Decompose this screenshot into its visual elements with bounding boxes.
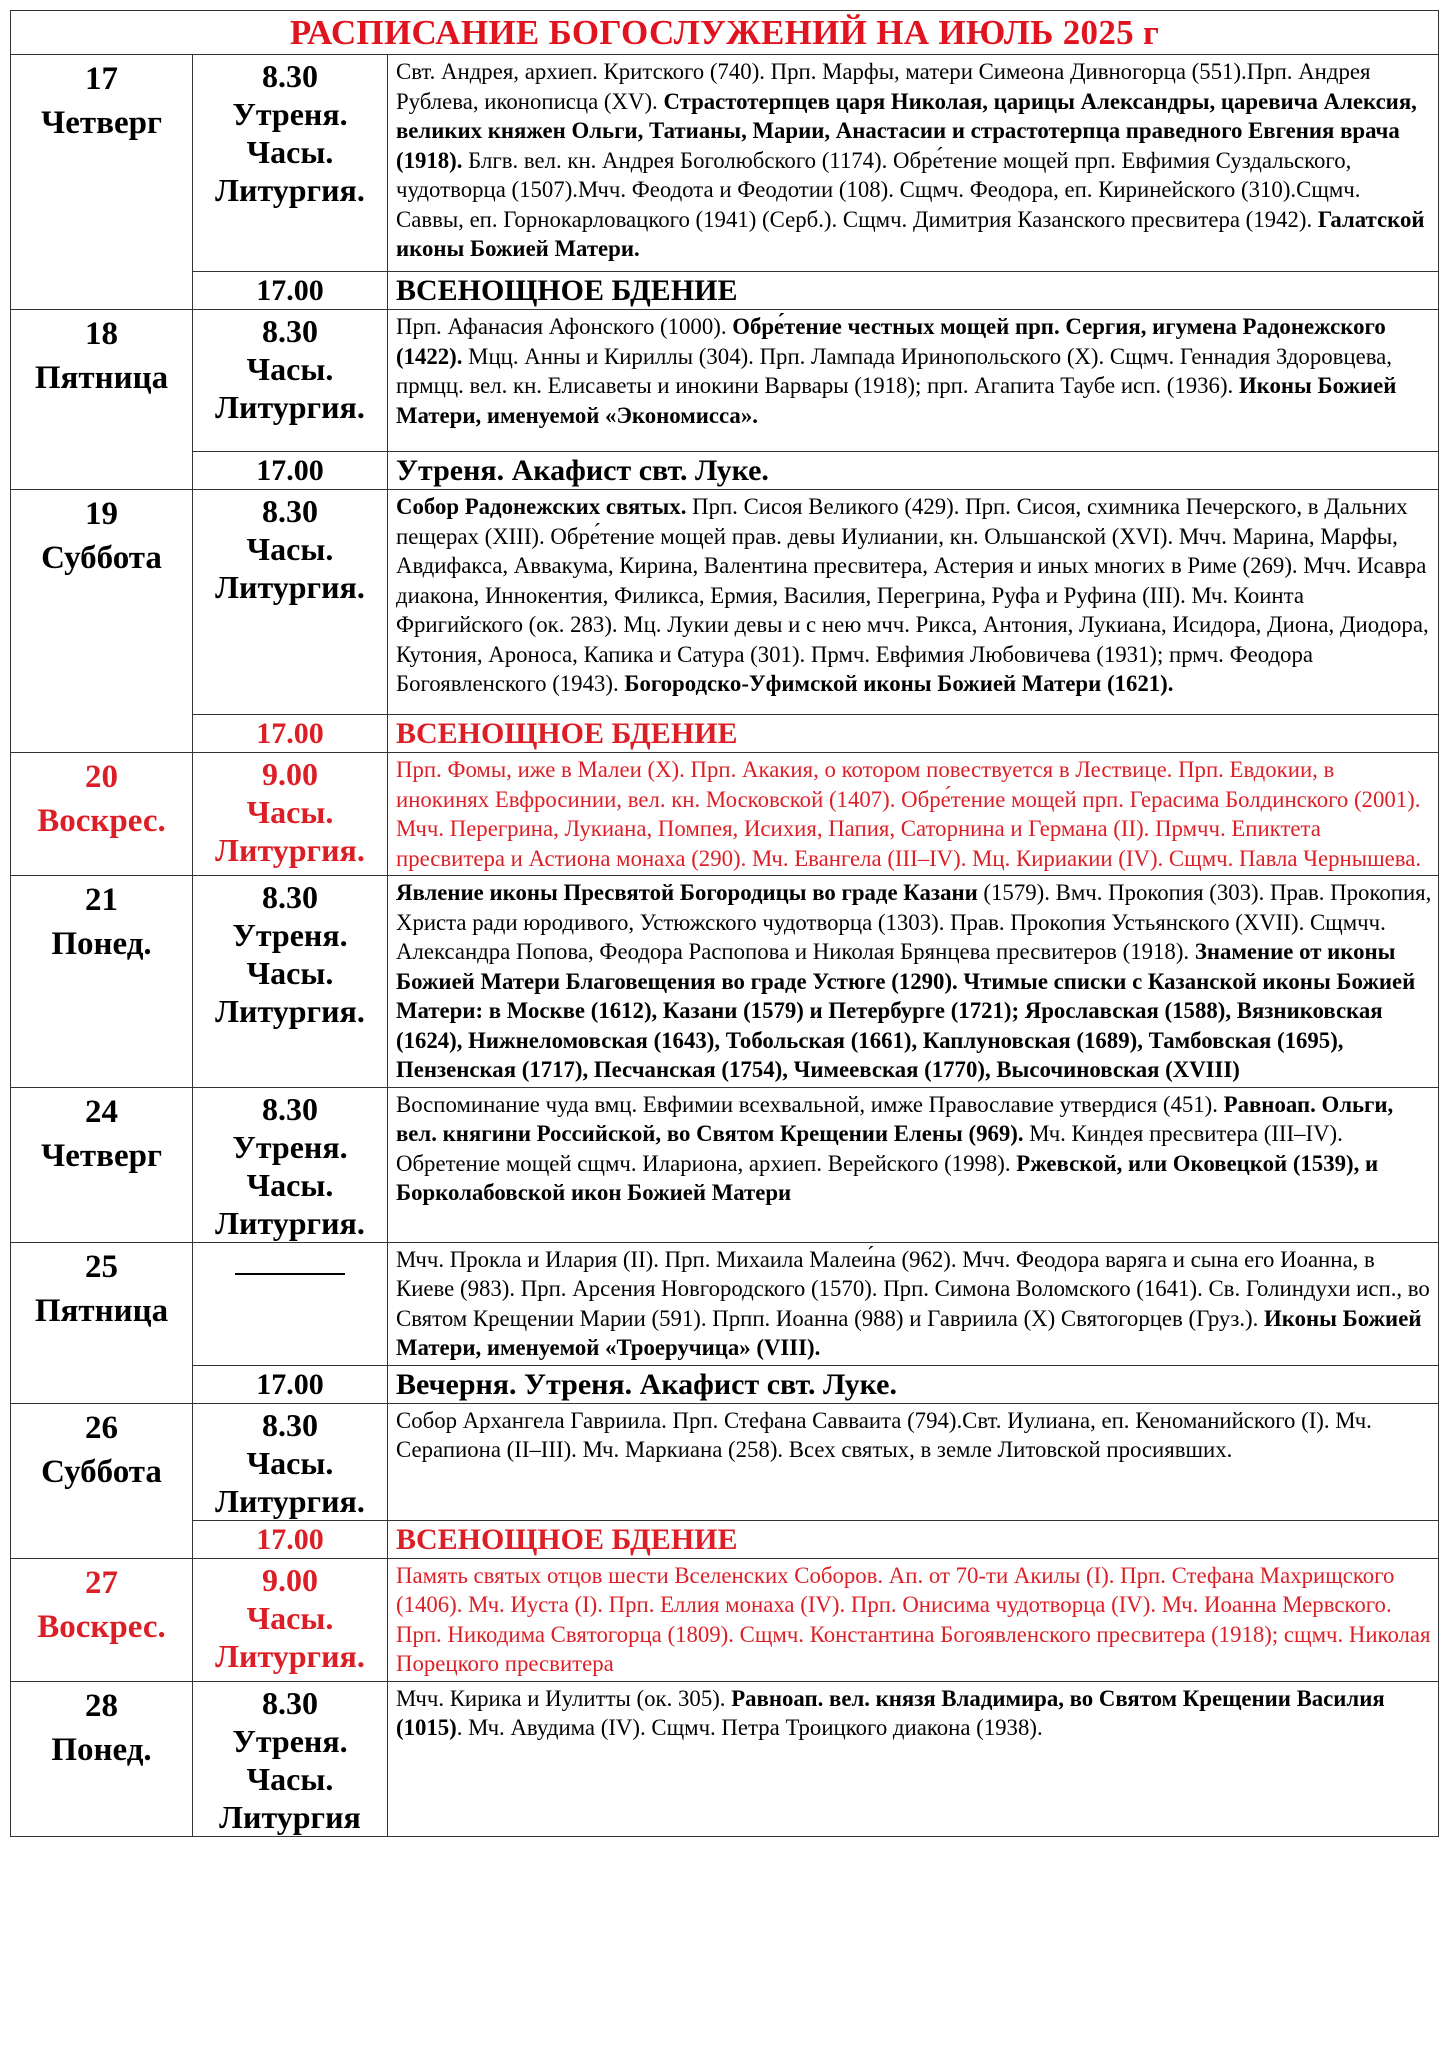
feast-highlight: Обре́тение честных мощей прп. Сергия, игумена Радонежского (1422).	[396, 314, 1386, 369]
day-row	[11, 1558, 1439, 1681]
service-name: Часы.	[246, 1444, 334, 1481]
saints-text: Прп. Афанасия Афонского (1000).	[396, 314, 733, 339]
evening-row	[11, 1520, 1439, 1558]
weekday: Воскрес.	[37, 803, 166, 839]
saints-text: Прп. Фомы, иже в Малеи (X). Прп. Акакия, о котором повествуется в Лествице. Прп. Евдокии, в инокинях Евфросинии, вел. кн. Московской (1407). Обре́тение мощей прп. Герасима Болдинского (2001). Мчч. Перегрина, Лукиана, Помпея, Исихия, Папия, Саторнина и Германа (II). Прмчч. Епиктета пресвитера и Астиона монаха (290). Мч. Евангела (III–IV). Мц. Кириакии (IV). Сщмч. Павла Чернышева.	[396, 757, 1422, 871]
saints-description	[388, 1242, 1439, 1365]
service-name: Утреня.	[232, 917, 348, 953]
day-row	[11, 753, 1439, 876]
service-times	[193, 1681, 388, 1836]
date-cell	[11, 55, 193, 310]
service-times	[193, 1087, 388, 1242]
saints-text: . Мч. Авудима (IV). Сщмч. Петра Троицкого диакона (1938).	[456, 1715, 1043, 1740]
feast-highlight: Ржевской, или Оковецкой (1539), и Борколабовской икон Божией Матери	[396, 1150, 1379, 1205]
service-name: Утреня.	[232, 1128, 348, 1165]
saints-description	[388, 490, 1439, 715]
saints-description	[388, 876, 1439, 1088]
saints-description	[388, 753, 1439, 876]
service-time: 8.30	[262, 1406, 318, 1443]
feast-highlight: Богородско-Уфимской иконы Божией Матери (1621).	[624, 671, 1174, 696]
service-time: 8.30	[262, 493, 318, 529]
service-name: Литургия.	[215, 1204, 365, 1241]
date-cell	[11, 1558, 193, 1681]
saints-text: Блгв. вел. кн. Андрея Боголюбского (1174). Обре́тение мощей прп. Евфимия Суздальского, чудотворца (1507).Мчч. Феодота и Феодотии (108). Сщмч. Феодора, еп. Киринейского (310).Сщмч. Саввы, еп. Горнокарловацкого (1941) (Серб.). Сщмч. Димитрия Казанского пресвитера (1942).	[396, 147, 1361, 232]
weekday: Четверг	[41, 105, 162, 141]
service-name: Литургия	[219, 1798, 361, 1835]
service-times	[193, 1558, 388, 1681]
feast-highlight: Страстотерпцев царя Николая, царицы Александры, царевича Алексия, великих княжен Ольги, Татианы, Марии, Анастасии и страстотерпца праведного Евгения врача (1918).	[396, 88, 1417, 173]
service-name: Литургия.	[215, 569, 365, 605]
date-cell	[11, 1403, 193, 1558]
saints-text: Свт. Андрея, архиеп. Критского (740). Прп. Марфы, матери Симеона Дивногорца (551).Прп. Андрея Рублева, иконописца (XV).	[396, 59, 1371, 114]
feast-highlight: Равноап. вел. князя Владимира, во Святом Крещении Василия (1015)	[396, 1685, 1385, 1740]
day-row	[11, 1403, 1439, 1520]
service-name: Литургия.	[215, 1637, 365, 1674]
saints-description	[388, 1087, 1439, 1242]
evening-service: ВСЕНОЩНОЕ БДЕНИЕ	[388, 715, 1439, 753]
saints-text: Собор Архангела Гавриила. Прп. Стефана Савваита (794).Свт. Иулиана, еп. Кеноманийского (I). Мч. Серапиона (II–III). Мч. Маркиана (258). Всех святых, в земле Литовской просиявших.	[396, 1407, 1372, 1462]
service-name: Часы.	[246, 1599, 334, 1636]
saints-text: Мцц. Анны и Кириллы (304). Прп. Лампада Иринопольского (X). Сщмч. Геннадия Здоровцева, прмцц. вел. кн. Елисаветы и инокини Варвары (1918); прп. Агапита Таубе исп. (1936).	[396, 343, 1392, 398]
page-title: РАСПИСАНИЕ БОГОСЛУЖЕНИЙ НА ИЮЛЬ 2025 г	[11, 11, 1439, 55]
saints-text: Мчч. Кирика и Иулитты (ок. 305).	[396, 1685, 732, 1711]
service-name: Часы.	[246, 134, 334, 170]
feast-highlight: Равноап. Ольги, вел. княгини Российской, во Святом Крещении Елены (969).	[396, 1091, 1394, 1146]
service-name: Часы.	[246, 955, 334, 991]
date-cell	[11, 490, 193, 753]
day-number: 20	[85, 759, 118, 795]
service-times	[193, 753, 388, 876]
service-times	[193, 1403, 388, 1520]
evening-time: 17.00	[193, 452, 388, 490]
evening-row	[11, 272, 1439, 310]
saints-description	[388, 1558, 1439, 1681]
saints-text: Мч. Киндея пресвитера (III–IV). Обретение мощей сщмч. Илариона, архиеп. Верейского (1998).	[396, 1121, 1343, 1176]
saints-text: Прп. Сисоя Великого (429). Прп. Сисоя, схимника Печерского, в Дальних пещерах (XIII). Обре́тение мощей прав. девы Иулиании, кн. Ольшанской (XVI). Мчч. Марина, Марфы, Авдифакса, Аввакума, Кирина, Валентина пресвитера, Астерия и иных многих в Риме (269). Мчч. Исавра диакона, Иннокентия, Филикса, Ермия, Василия, Перегрина, Руфа и Руфина (III). Мч. Коинта Фригийского (ок. 283). Мц. Лукии девы и с нею мчч. Рикса, Антония, Лукиана, Исидора, Диона, Диодора, Кутония, Ароноса, Капика и Сатура (301). Прмч. Евфимия Любовичева (1931); прмч. Феодора Богоявленского (1943).	[396, 494, 1429, 696]
service-name: Литургия.	[215, 993, 365, 1029]
day-number: 26	[85, 1409, 118, 1446]
day-row	[11, 1242, 1439, 1365]
day-row	[11, 310, 1439, 452]
day-number: 27	[85, 1564, 118, 1601]
service-name: Часы.	[246, 794, 334, 830]
no-service-dash	[235, 1253, 345, 1275]
weekday: Понед.	[51, 1731, 152, 1768]
weekday: Четверг	[41, 1137, 162, 1174]
title-row	[11, 11, 1439, 55]
evening-service: ВСЕНОЩНОЕ БДЕНИЕ	[388, 272, 1439, 310]
schedule-table	[10, 10, 1439, 1837]
day-number: 21	[85, 882, 118, 918]
date-cell	[11, 753, 193, 876]
service-name: Утреня.	[232, 96, 348, 132]
feast-highlight: Явление иконы Пресвятой Богородицы во граде Казани	[396, 880, 978, 905]
day-row	[11, 490, 1439, 715]
service-name: Литургия.	[215, 832, 365, 868]
service-times	[193, 490, 388, 715]
service-name: Часы.	[246, 1760, 334, 1797]
weekday: Пятница	[34, 360, 169, 396]
service-times	[193, 55, 388, 272]
service-times	[193, 1242, 388, 1365]
feast-highlight: Иконы Божией Матери, именуемой «Троеручица» (VIII).	[396, 1305, 1422, 1360]
evening-row	[11, 452, 1439, 490]
evening-service: Вечерня. Утреня. Акафист свт. Луке.	[388, 1365, 1439, 1403]
service-time: 8.30	[262, 1090, 318, 1127]
weekday: Суббота	[41, 540, 162, 576]
service-time: 8.30	[262, 58, 318, 94]
day-row	[11, 1087, 1439, 1242]
date-cell	[11, 1681, 193, 1836]
date-cell	[11, 876, 193, 1088]
weekday: Понед.	[51, 926, 152, 962]
date-cell	[11, 310, 193, 490]
service-times	[193, 310, 388, 452]
service-name: Утреня.	[232, 1722, 348, 1759]
day-row	[11, 1681, 1439, 1836]
service-name: Литургия.	[215, 389, 365, 425]
feast-highlight: Собор Радонежских святых.	[396, 494, 687, 519]
date-cell	[11, 1087, 193, 1242]
day-number: 28	[85, 1687, 118, 1724]
feast-highlight: Знамение от иконы Божией Матери Благовещения во граде Устюге (1290). Чтимые списки с Казанской иконы Божией Матери: в Москве (1612), Казани (1579) и Петербурге (1721); Ярославская (1588), Вязниковская (1624), Нижнеломовская (1643), Тобольская (1661), Каплуновская (1689), Тамбовская (1695), Пензенская (1717), Песчанская (1754), Чимеевская (1770), Высочиновская (XVIII)	[396, 939, 1416, 1082]
day-number: 17	[85, 61, 118, 97]
service-name: Часы.	[246, 1166, 334, 1203]
service-time: 9.00	[262, 1561, 318, 1598]
evening-service: ВСЕНОЩНОЕ БДЕНИЕ	[388, 1520, 1439, 1558]
service-time: 8.30	[262, 879, 318, 915]
service-name: Часы.	[246, 351, 334, 387]
saints-text: Воспоминание чуда вмц. Евфимии всехвальной, имже Православие утвердися (451).	[396, 1091, 1224, 1117]
feast-highlight: Иконы Божией Матери, именуемой «Экономисса».	[396, 373, 1397, 428]
weekday: Воскрес.	[37, 1608, 166, 1645]
evening-row	[11, 1365, 1439, 1403]
feast-highlight: Галатской иконы Божией Матери.	[396, 206, 1425, 261]
evening-time: 17.00	[193, 715, 388, 753]
saints-text: Память святых отцов шести Вселенских Соборов. Ап. от 70-ти Акилы (I). Прп. Стефана Махрищского (1406). Мч. Иуста (I). Прп. Еллия монаха (IV). Прп. Онисима чудотворца (IV). Мч. Иоанна Мервского. Прп. Никодима Святогорца (1809). Сщмч. Константина Богоявленского пресвитера (1918); сщмч. Николая Порецкого пресвитера	[396, 1562, 1431, 1676]
saints-description	[388, 1681, 1439, 1836]
evening-time: 17.00	[193, 272, 388, 310]
saints-text: (1579). Вмч. Прокопия (303). Прав. Прокопия, Христа ради юродивого, Устюжского чудотворца (1303). Прав. Прокопия Устьянского (XVII). Сщмчч. Александра Попова, Феодора Распопова и Николая Брянцева пресвитеров (1918).	[396, 880, 1432, 964]
service-name: Литургия.	[215, 172, 365, 208]
day-number: 19	[85, 496, 118, 532]
service-times	[193, 876, 388, 1088]
weekday: Пятница	[34, 1292, 169, 1329]
saints-description	[388, 1403, 1439, 1520]
weekday: Суббота	[41, 1453, 162, 1490]
day-number: 18	[85, 316, 118, 352]
day-number: 25	[85, 1248, 118, 1285]
saints-description	[388, 310, 1439, 452]
evening-row	[11, 715, 1439, 753]
evening-service: Утреня. Акафист свт. Луке.	[388, 452, 1439, 490]
service-name: Литургия.	[215, 1482, 365, 1519]
saints-description	[388, 55, 1439, 272]
evening-time: 17.00	[193, 1365, 388, 1403]
service-name: Часы.	[246, 531, 334, 567]
saints-text: Мчч. Прокла и Илария (II). Прп. Михаила Малеи́на (962). Мчч. Феодора варяга и сына его Иоанна, в Киеве (983). Прп. Арсения Новгородского (1570). Прп. Симона Воломского (1641). Св. Голиндухи исп., во Святом Крещении Марии (591). Прпп. Иоанна (988) и Гавриила (X) Святогорцев (Груз.).	[396, 1246, 1430, 1331]
day-row	[11, 876, 1439, 1088]
date-cell	[11, 1242, 193, 1403]
day-number: 24	[85, 1093, 118, 1130]
service-time: 8.30	[262, 313, 318, 349]
evening-time: 17.00	[193, 1520, 388, 1558]
day-row	[11, 55, 1439, 272]
service-time: 8.30	[262, 1684, 318, 1721]
service-time: 9.00	[262, 756, 318, 792]
